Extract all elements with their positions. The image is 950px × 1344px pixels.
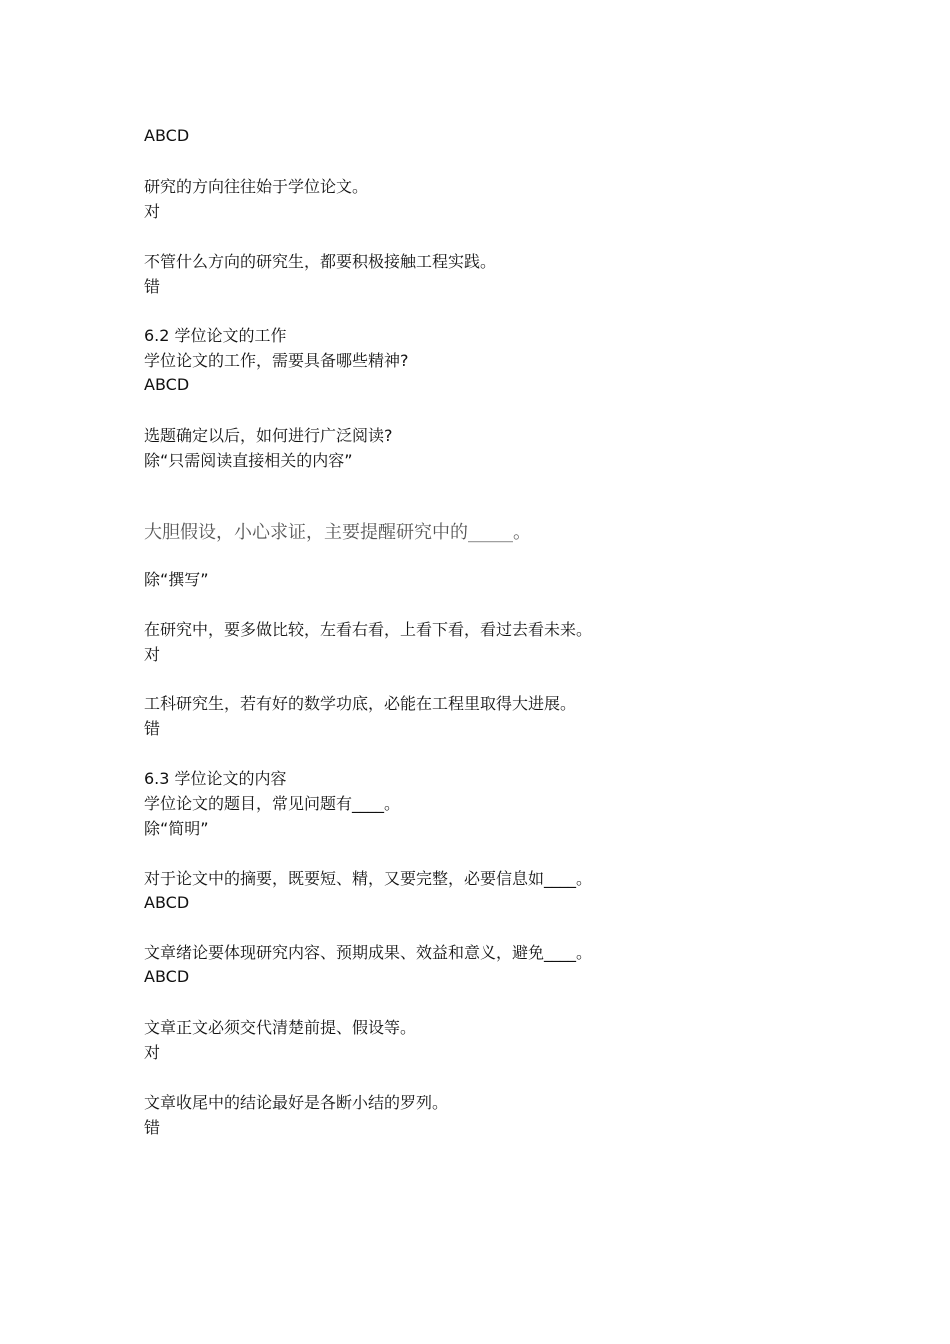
answer-text: 错 bbox=[144, 277, 161, 296]
answer-text: 错 bbox=[144, 1118, 161, 1137]
question-text: 不管什么方向的研究生，都要积极接触工程实践。 bbox=[144, 252, 497, 271]
question-text: 研究的方向往往始于学位论文。 bbox=[144, 177, 369, 196]
answer-text: 对 bbox=[144, 202, 161, 221]
question-text: 在研究中，要多做比较，左看右看，上看下看，看过去看未来。 bbox=[144, 620, 593, 639]
question-text: 工科研究生，若有好的数学功底，必能在工程里取得大进展。 bbox=[144, 694, 577, 713]
answer-text: ABCD bbox=[144, 126, 190, 145]
section-heading: 6.2 学位论文的工作 bbox=[144, 326, 287, 345]
question-text: 文章正文必须交代清楚前提、假设等。 bbox=[144, 1018, 417, 1037]
answer-text: ABCD bbox=[144, 375, 190, 394]
section-heading: 6.3 学位论文的内容 bbox=[144, 769, 287, 788]
answer-text: 除“撰写” bbox=[144, 570, 209, 589]
answer-text: 对 bbox=[144, 1043, 161, 1062]
answer-text: 除“简明” bbox=[144, 819, 209, 838]
question-text: 文章收尾中的结论最好是各断小结的罗列。 bbox=[144, 1093, 449, 1112]
answer-text: ABCD bbox=[144, 967, 190, 986]
question-text: 学位论文的工作，需要具备哪些精神? bbox=[144, 351, 409, 370]
answer-text: 对 bbox=[144, 645, 161, 664]
question-text: 文章绪论要体现研究内容、预期成果、效益和意义，避免____。 bbox=[144, 943, 593, 962]
question-text: 选题确定以后，如何进行广泛阅读? bbox=[144, 426, 393, 445]
answer-text: ABCD bbox=[144, 893, 190, 912]
question-text: 对于论文中的摘要，既要短、精，又要完整，必要信息如____。 bbox=[144, 869, 593, 888]
question-text: 大胆假设，小心求证，主要提醒研究中的_____。 bbox=[144, 522, 531, 543]
question-text: 学位论文的题目，常见问题有____。 bbox=[144, 794, 401, 813]
answer-text: 除“只需阅读直接相关的内容” bbox=[144, 451, 353, 470]
answer-text: 错 bbox=[144, 719, 161, 738]
